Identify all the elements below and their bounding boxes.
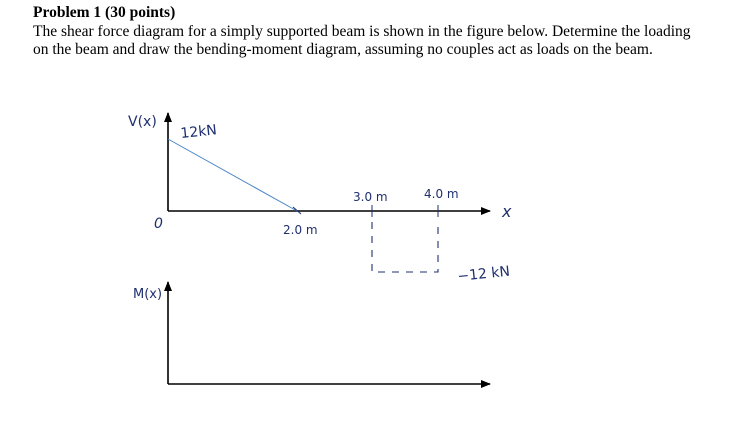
moment-y-label: M(x) xyxy=(133,287,163,302)
shear-slope-line xyxy=(168,139,297,211)
shear-zero-label: 2.0 m xyxy=(283,223,318,237)
shear-y-label: V(x) xyxy=(128,114,157,130)
shear-force-diagram xyxy=(128,113,512,285)
shear-neg-label: −12 kN xyxy=(456,263,511,285)
shear-peak-label: 12kN xyxy=(179,122,218,142)
moment-diagram xyxy=(133,282,490,384)
shear-pos-a-label: 3.0 m xyxy=(353,190,388,204)
shear-negative-block xyxy=(372,222,438,272)
problem-text: The shear force diagram for a simply supported beam is shown in the figure below. Determine the loading on the beam and draw the bending-moment diagram, assuming no couples act as loads on the beam. xyxy=(33,22,691,58)
shear-pos-b-label: 4.0 m xyxy=(424,187,459,201)
shear-origin-label: 0 xyxy=(154,216,163,232)
problem-title: Problem 1 (30 points) xyxy=(33,4,176,21)
shear-x-label: x xyxy=(502,202,512,221)
